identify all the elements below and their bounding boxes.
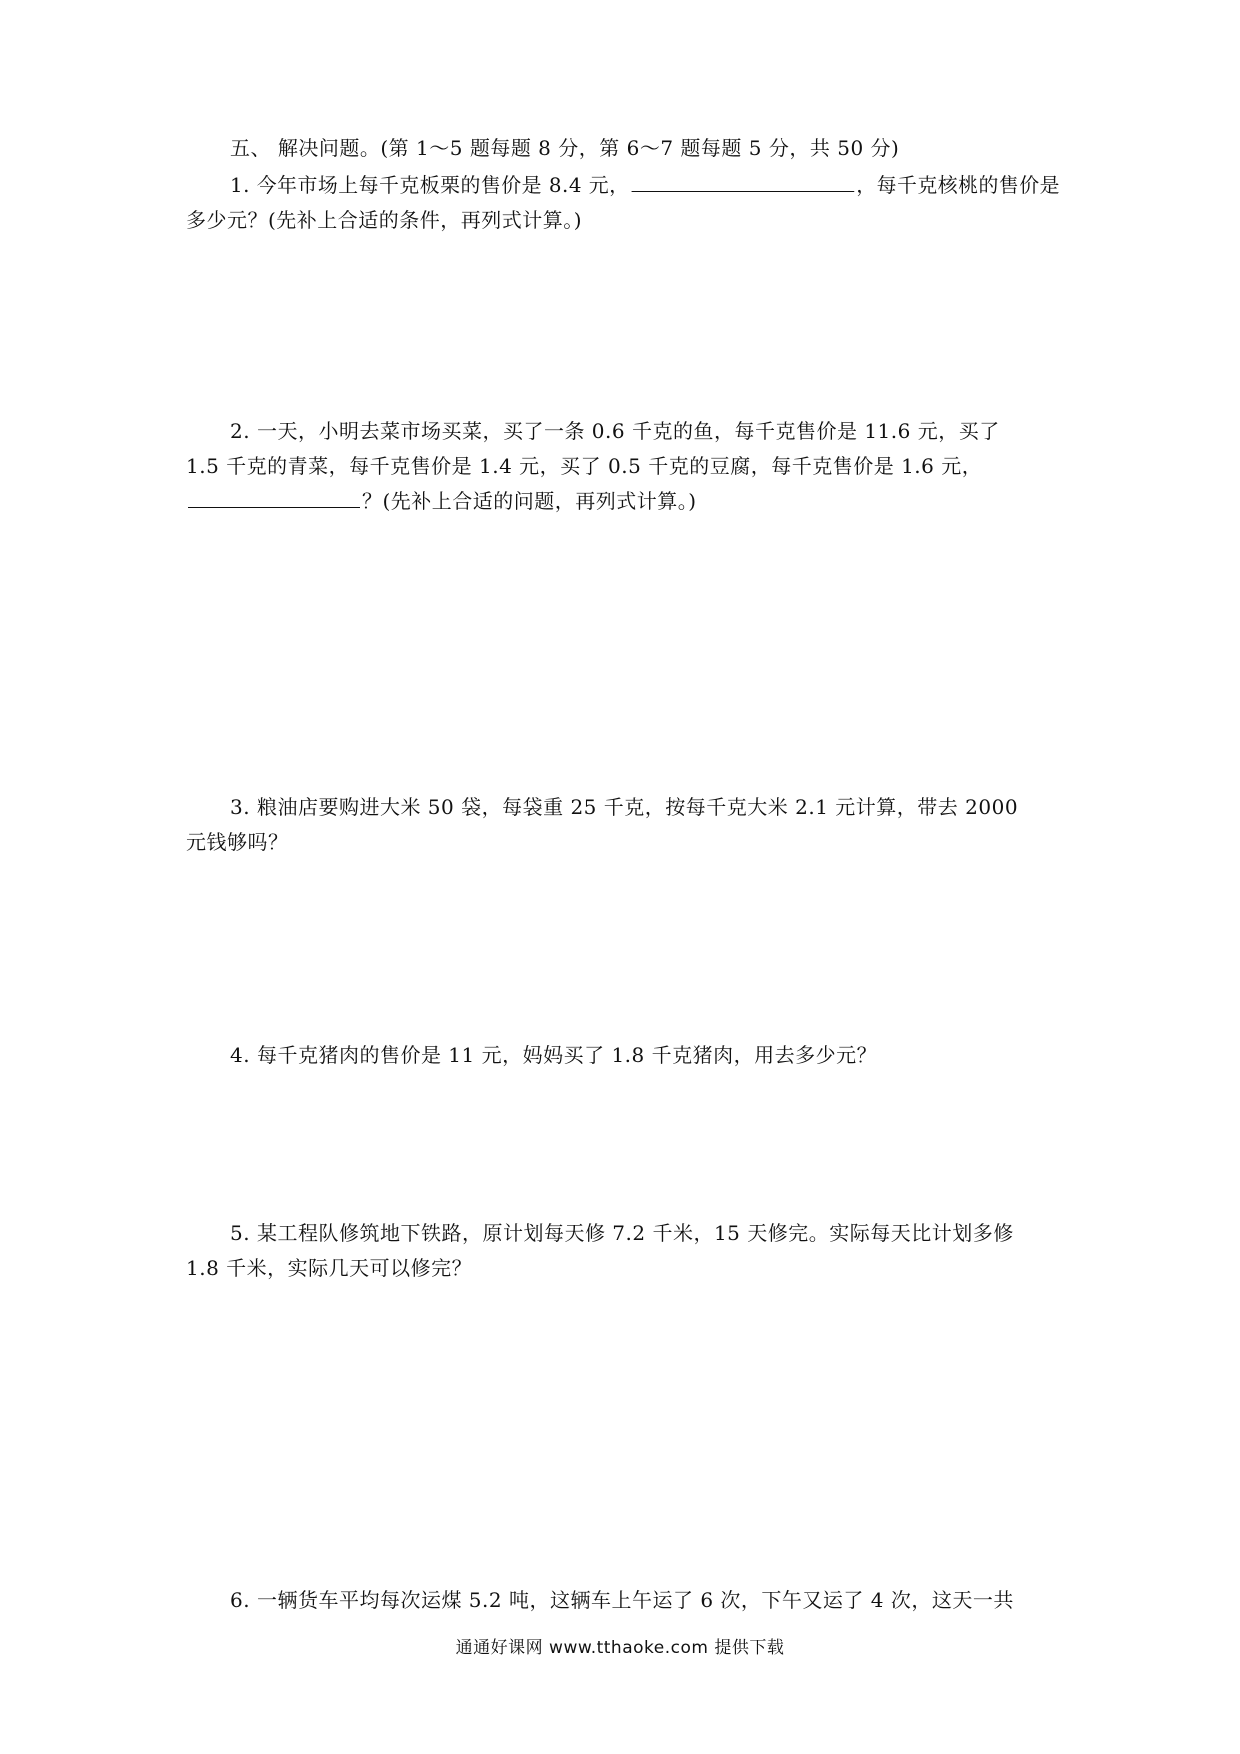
question-2-answer-blank[interactable] [188,487,360,508]
question-2-text-after: ？(先补上合适的问题，再列式计算。) [362,489,697,513]
question-4-line-1: 4. 每千克猪肉的售价是 11 元，妈妈买了 1.8 千克猪肉，用去多少元？ [230,1043,878,1067]
question-1-text-before: 1. 今年市场上每千克板栗的售价是 8.4 元， [230,173,630,197]
question-6-line-1: 6. 一辆货车平均每次运煤 5.2 吨，这辆车上午运了 6 次，下午又运了 4 次，这天一共 [230,1588,1014,1612]
question-1-answer-blank[interactable] [632,171,855,192]
question-1-line-2: 多少元？(先补上合适的条件，再列式计算。) [186,208,583,232]
question-1-text-after: ，每千克核桃的售价是 [856,173,1060,197]
section-heading: 五、 解决问题。(第 1～5 题每题 8 分，第 6～7 题每题 5 分，共 50 分) [230,136,900,160]
footer-credit: 通通好课网 www.tthaoke.com 提供下载 [455,1638,785,1658]
question-2-line-3 [186,487,697,515]
question-2-line-2: 1.5 千克的青菜，每千克售价是 1.4 元，买了 0.5 千克的豆腐，每千克售价是 1.6 元， [186,454,983,478]
question-5-line-2: 1.8 千米，实际几天可以修完？ [186,1256,473,1280]
question-3-line-2: 元钱够吗？ [186,830,289,854]
question-2-line-1: 2. 一天，小明去菜市场买菜，买了一条 0.6 千克的鱼，每千克售价是 11.6 元，买了 [230,419,1000,443]
question-3-line-1: 3. 粮油店要购进大米 50 袋，每袋重 25 千克，按每千克大米 2.1 元计算，带去 2000 [230,795,1019,819]
question-1-line-1 [230,171,1060,199]
question-5-line-1: 5. 某工程队修筑地下铁路，原计划每天修 7.2 千米，15 天修完。实际每天比计划多修 [230,1221,1014,1245]
